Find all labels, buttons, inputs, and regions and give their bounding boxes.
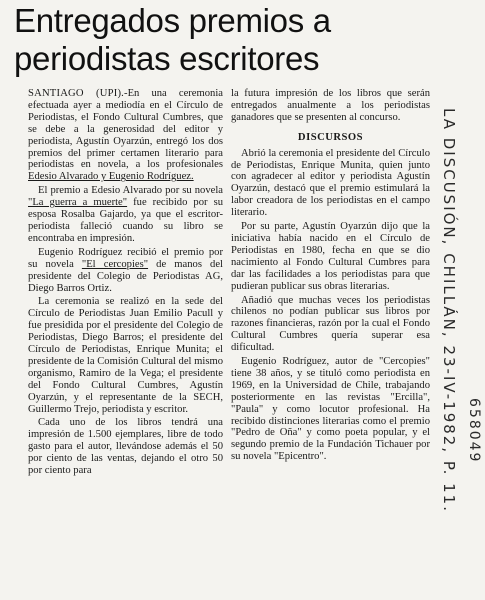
- dateline: SANTIAGO (UPI).: [28, 88, 125, 99]
- novel-title: "Cercopies": [378, 356, 430, 368]
- headline-line-1: Entregados premios a: [14, 2, 331, 39]
- winner-names: Edesio Alvarado y Eugenio Rodríguez.: [28, 171, 194, 183]
- article-column-right: [231, 88, 430, 465]
- article-paragraph: Eugenio Rodríguez, autor de "Cercopies" tiene 38 años, y se tituló como periodista en 1969, en la Universidad de Chile, trabajando posteriormente en las revistas "Ercilla", "Paula" y como locutor profesional. Ha recibido distinciones literarias como el premio "Pedro de Oña" y como poeta popular, y el segundo premio de la Fundación Tichauer por su novela "Epicentro".: [231, 356, 430, 463]
- article-column-left: [28, 88, 223, 479]
- handwritten-annotation: [432, 108, 485, 588]
- article-paragraph: Abrió la ceremonia el presidente del Círculo de Periodistas, Enrique Munita, quien junto con agradecer al editor y periodista Agustín Oyarzún, destacó que el premio estimulará la labor creadora de los periodistas en el campo literario.: [231, 147, 430, 219]
- article-paragraph: Eugenio Rodríguez recibió el premio por su novela "El cercopies" de manos del presidente del Colegio de Periodistas AG, Diego Barros Ortiz.: [28, 246, 223, 294]
- article-paragraph: SANTIAGO (UPI).-En una ceremonia efectuada ayer a mediodía en el Círculo de Periodistas, el Fondo Cultural Cumbres, que se debe a la generosidad del editor y periodista, Agustín Oyarzún, entregó los dos premios del primer certamen literario para periodistas en novela, a los profesionales Edesio Alvarado y Eugenio Rodríguez.: [28, 88, 223, 183]
- article-paragraph: la futura impresión de los libros que serán entregados anualmente a los periodistas ganadores que se presenten al concurso.: [231, 88, 430, 123]
- novel-title: "El cercopies": [81, 258, 149, 270]
- article-paragraph: El premio a Edesio Alvarado por su novela "La guerra a muerte" fue recibido por su esposa Rosalba Gajardo, ya que el escritor-periodista falleció cuando su libro se encontraba en impresión.: [28, 185, 224, 244]
- handwritten-source-note: LA DISCUSIÓN, CHILLÁN, 23-IV-1982, P. 11.: [440, 108, 458, 513]
- novel-title: "La guerra a muerte": [28, 197, 128, 209]
- article-paragraph: La ceremonia se realizó en la sede del Círculo de Periodistas Juan Emilio Pacull y fue presidida por el presidente del Colegio de Periodistas, Diego Barros; el presidente del Círculo de Periodistas, Enrique Munita; el presidente de la Comisión Cultural del mismo organismo, Ramiro de la Vega; el presidente del Fondo Cultural Cumbres, Agustín Oyarzún, y el representante de la SECH, Guillermo Trejo, periodista y escritor.: [28, 296, 223, 415]
- headline: [14, 2, 454, 78]
- article-paragraph: Por su parte, Agustín Oyarzún dijo que la iniciativa había nacido en el Círculo de Periodistas en 1980, fecha en que se dio nacimiento al Fondo Cultural Cumbres para dar las facilidades a los periodistas para que pudieran publicar sus obras literarias.: [231, 221, 430, 292]
- article-paragraph: Cada uno de los libros tendrá una impresión de 1.500 ejemplares, libre de todo gasto para el autor, llevándose además el 50 por ciento de las ventas, dejando el otro 50 por ciento para: [28, 417, 223, 477]
- section-subhead: DISCURSOS: [297, 131, 364, 143]
- headline-line-2: periodistas escritores: [14, 40, 320, 77]
- article-paragraph: Añadió que muchas veces los periodistas chilenos no podían publicar sus libros por razones financieras, razón por la cual el Fondo Cultural Cumbres quería superar esa dificultad.: [231, 294, 430, 354]
- handwritten-catalog-number: 658049: [466, 398, 482, 464]
